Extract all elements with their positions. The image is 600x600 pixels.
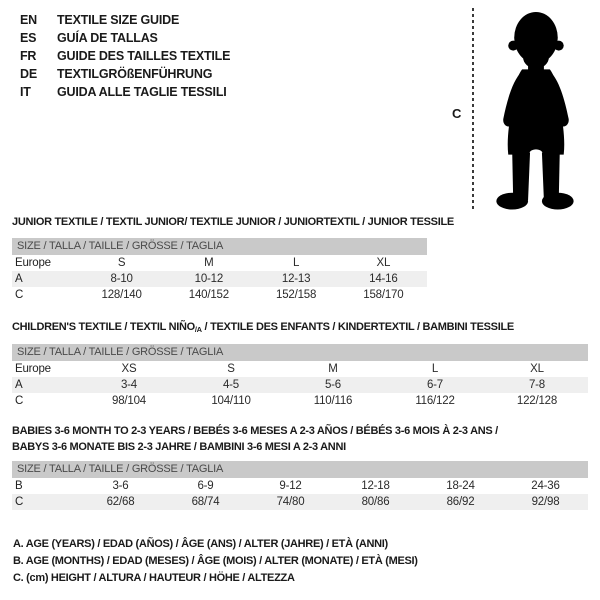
table-row	[12, 255, 427, 271]
size-value-cell: 152/158	[276, 289, 317, 301]
row-label: Europe	[15, 257, 51, 269]
guide-title: GUIDA ALLE TAGLIE TESSILI	[57, 85, 227, 99]
table-row	[12, 287, 427, 303]
size-value-cell: 24-36	[531, 480, 560, 492]
size-value-cell: 12-18	[361, 480, 390, 492]
guide-title: TEXTILE SIZE GUIDE	[57, 13, 180, 27]
size-value-cell: 68/74	[191, 496, 220, 508]
row-label: B	[15, 480, 23, 492]
size-value-cell: 74/80	[276, 496, 305, 508]
size-value-cell: 7-8	[528, 379, 546, 391]
junior-size-table	[12, 238, 427, 303]
babies-table-body	[12, 478, 588, 510]
row-label: A	[15, 273, 23, 285]
size-value-cell: 6-7	[426, 379, 444, 391]
size-value-cell: XL	[530, 363, 544, 375]
language-code: FR	[20, 49, 37, 63]
size-value-cell: XL	[376, 257, 391, 269]
language-row-de	[20, 65, 230, 83]
size-value-cell: 140/152	[188, 289, 229, 301]
children-table-body	[12, 361, 588, 409]
language-row-en	[20, 11, 230, 29]
size-value-cell: 3-4	[120, 379, 138, 391]
row-label: C	[15, 395, 24, 407]
language-code: EN	[20, 13, 37, 27]
size-value-cell: 110/116	[313, 395, 353, 407]
size-value-cell: 10-12	[194, 273, 224, 285]
table-row	[12, 377, 588, 393]
size-value-cell: 92/98	[531, 496, 560, 508]
babies-size-table	[12, 461, 588, 510]
size-value-cell: 3-6	[112, 480, 129, 492]
row-label: C	[15, 496, 24, 508]
size-value-cell: 158/170	[363, 289, 404, 301]
language-heading-block	[20, 11, 230, 101]
row-label: C	[15, 289, 24, 301]
junior-table-body	[12, 255, 427, 303]
height-dotted-line	[472, 8, 474, 210]
height-measure-label: C	[452, 106, 462, 121]
table-row	[12, 478, 588, 494]
language-row-it	[20, 83, 230, 101]
size-value-cell: 128/140	[101, 289, 142, 301]
measurement-legend	[13, 536, 418, 587]
table-row	[12, 361, 588, 377]
legend-line-b: B. AGE (MONTHS) / EDAD (MESES) / ÂGE (MOIS) / ALTER (MONATE) / ETÀ (MESI)	[13, 555, 418, 567]
row-label: A	[15, 379, 23, 391]
legend-line-c: C. (cm) HEIGHT / ALTURA / HAUTEUR / HÖHE / ALTEZZA	[13, 572, 295, 584]
legend-line-a: A. AGE (YEARS) / EDAD (AÑOS) / ÂGE (ANS) / ALTER (JAHRE) / ETÀ (ANNI)	[13, 538, 388, 550]
language-code: IT	[20, 85, 31, 99]
size-value-cell: 104/110	[211, 395, 251, 407]
size-header-bar: SIZE / TALLA / TAILLE / GRÖSSE / TAGLIA	[12, 461, 588, 478]
table-row	[12, 494, 588, 510]
size-value-cell: 62/68	[106, 496, 135, 508]
guide-title: GUIDE DES TAILLES TEXTILE	[57, 49, 231, 63]
language-row-es	[20, 29, 230, 47]
size-value-cell: XS	[121, 363, 137, 375]
size-value-cell: 80/86	[361, 496, 390, 508]
language-code: ES	[20, 31, 37, 45]
children-title-prefix: CHILDREN'S TEXTILE / TEXTIL NIÑO	[12, 321, 195, 333]
size-value-cell: 5-6	[324, 379, 342, 391]
table-row	[12, 393, 588, 409]
size-value-cell: 98/104	[112, 395, 146, 407]
size-value-cell: S	[117, 257, 126, 269]
table-row	[12, 271, 427, 287]
toddler-silhouette-icon	[482, 8, 586, 212]
children-title-subscript: /A	[194, 325, 202, 334]
size-value-cell: 18-24	[446, 480, 475, 492]
children-section-title	[12, 321, 514, 334]
size-value-cell: 14-16	[369, 273, 398, 285]
guide-title: TEXTILGRÖßENFÜHRUNG	[57, 67, 213, 81]
size-value-cell: M	[204, 257, 214, 269]
size-value-cell: 4-5	[222, 379, 240, 391]
babies-title-line2: BABYS 3-6 MONATE BIS 2-3 JAHRE / BAMBINI 3-6 MESI A 2-3 ANNI	[12, 441, 346, 453]
junior-section-title: JUNIOR TEXTILE / TEXTIL JUNIOR/ TEXTILE JUNIOR / JUNIORTEXTIL / JUNIOR TESSILE	[12, 216, 454, 228]
size-header-bar: SIZE / TALLA / TAILLE / GRÖSSE / TAGLIA	[12, 344, 588, 361]
language-code: DE	[20, 67, 37, 81]
size-value-cell: 8-10	[110, 273, 133, 285]
babies-title-line1: BABIES 3-6 MONTH TO 2-3 YEARS / BEBÉS 3-6 MESES A 2-3 AÑOS / BÉBÉS 3-6 MOIS À 2-3 ANS /	[12, 425, 498, 437]
row-label: Europe	[15, 363, 51, 375]
size-value-cell: L	[431, 363, 439, 375]
size-value-cell: M	[328, 363, 338, 375]
size-value-cell: L	[293, 257, 300, 269]
babies-section-title	[12, 423, 498, 455]
children-title-suffix: / TEXTILE DES ENFANTS / KINDERTEXTIL / BAMBINI TESSILE	[201, 321, 514, 333]
size-header-bar: SIZE / TALLA / TAILLE / GRÖSSE / TAGLIA	[12, 238, 427, 255]
size-value-cell: 6-9	[197, 480, 214, 492]
size-value-cell: 122/128	[516, 395, 558, 407]
size-value-cell: S	[227, 363, 235, 375]
height-measure-figure	[450, 6, 590, 214]
size-value-cell: 116/122	[415, 395, 455, 407]
language-row-fr	[20, 47, 230, 65]
children-size-table	[12, 344, 588, 409]
guide-title: GUÍA DE TALLAS	[57, 31, 158, 45]
size-value-cell: 12-13	[281, 273, 311, 285]
size-value-cell: 86/92	[446, 496, 475, 508]
size-value-cell: 9-12	[279, 480, 302, 492]
